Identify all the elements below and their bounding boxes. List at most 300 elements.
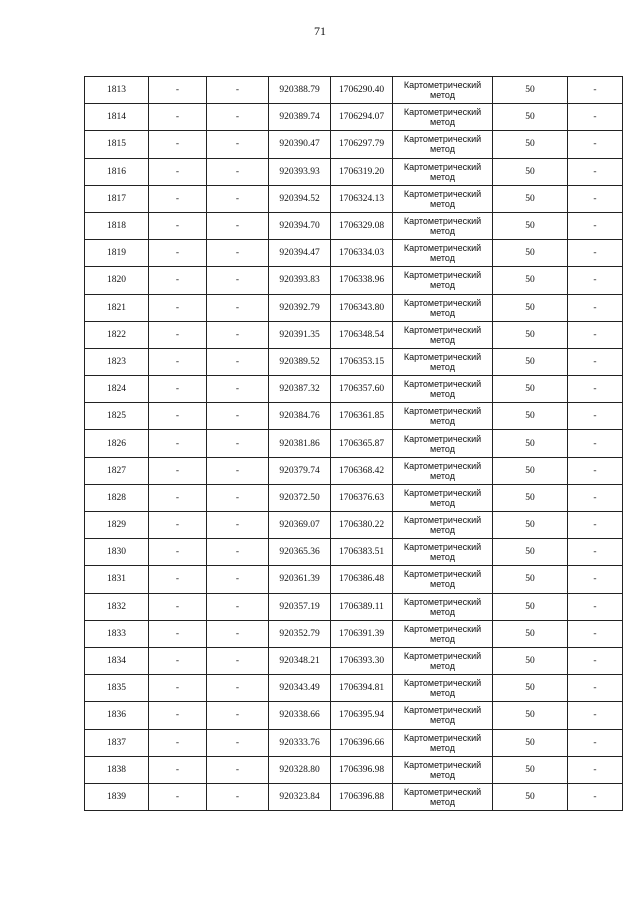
x-coordinate-cell: 920389.74 [269, 104, 331, 131]
empty-marker-cell: - [149, 457, 207, 484]
x-coordinate-cell: 920393.83 [269, 267, 331, 294]
precision-cell: 50 [493, 484, 568, 511]
method-line-1: Картометрический [403, 406, 482, 417]
point-number-cell: 1838 [85, 756, 149, 783]
empty-marker-cell: - [207, 593, 269, 620]
method-line-2: метод [430, 796, 455, 807]
precision-cell: 50 [493, 593, 568, 620]
point-number-cell: 1830 [85, 539, 149, 566]
method-line-1: Картометрический [403, 379, 482, 390]
empty-marker-cell: - [149, 158, 207, 185]
table-row [85, 240, 623, 267]
x-coordinate-cell: 920379.74 [269, 457, 331, 484]
method-line-2: метод [430, 470, 455, 481]
method-line-1: Картометрический [403, 216, 482, 227]
x-coordinate-cell: 920323.84 [269, 783, 331, 810]
table-row [85, 512, 623, 539]
method-line-1: Картометрический [403, 705, 482, 716]
precision-cell: 50 [493, 77, 568, 104]
empty-marker-cell: - [207, 729, 269, 756]
y-coordinate-cell: 1706396.88 [331, 783, 393, 810]
empty-marker-cell: - [149, 240, 207, 267]
method-line-1: Картометрический [403, 134, 482, 145]
x-coordinate-cell: 920328.80 [269, 756, 331, 783]
empty-marker-cell: - [207, 267, 269, 294]
empty-marker-cell: - [149, 729, 207, 756]
precision-cell: 50 [493, 131, 568, 158]
x-coordinate-cell: 920393.93 [269, 158, 331, 185]
precision-cell: 50 [493, 512, 568, 539]
method-line-1: Картометрический [403, 596, 482, 607]
y-coordinate-cell: 1706294.07 [331, 104, 393, 131]
empty-marker-cell: - [207, 675, 269, 702]
empty-marker-cell: - [207, 783, 269, 810]
precision-cell: 50 [493, 729, 568, 756]
method-cell [393, 620, 493, 647]
method-line-1: Картометрический [403, 188, 482, 199]
empty-marker-cell: - [149, 294, 207, 321]
y-coordinate-cell: 1706334.03 [331, 240, 393, 267]
table-row [85, 376, 623, 403]
empty-marker-cell: - [207, 539, 269, 566]
method-line-2: метод [430, 334, 455, 345]
method-line-1: Картометрический [403, 678, 482, 689]
empty-marker-cell: - [568, 647, 623, 674]
precision-cell: 50 [493, 756, 568, 783]
point-number-cell: 1833 [85, 620, 149, 647]
point-number-cell: 1829 [85, 512, 149, 539]
empty-marker-cell: - [207, 756, 269, 783]
x-coordinate-cell: 920372.50 [269, 484, 331, 511]
method-line-1: Картометрический [403, 786, 482, 797]
empty-marker-cell: - [207, 457, 269, 484]
method-line-2: метод [430, 416, 455, 427]
method-line-2: метод [430, 117, 455, 128]
method-cell [393, 240, 493, 267]
empty-marker-cell: - [568, 512, 623, 539]
method-cell [393, 702, 493, 729]
point-number-cell: 1839 [85, 783, 149, 810]
precision-cell: 50 [493, 430, 568, 457]
empty-marker-cell: - [149, 593, 207, 620]
method-cell [393, 593, 493, 620]
point-number-cell: 1831 [85, 566, 149, 593]
method-line-2: метод [430, 307, 455, 318]
empty-marker-cell: - [207, 512, 269, 539]
table-row [85, 158, 623, 185]
method-cell [393, 348, 493, 375]
y-coordinate-cell: 1706353.15 [331, 348, 393, 375]
empty-marker-cell: - [149, 620, 207, 647]
table-row [85, 104, 623, 131]
x-coordinate-cell: 920381.86 [269, 430, 331, 457]
y-coordinate-cell: 1706368.42 [331, 457, 393, 484]
y-coordinate-cell: 1706361.85 [331, 403, 393, 430]
method-line-2: метод [430, 769, 455, 780]
method-cell [393, 294, 493, 321]
table-row [85, 702, 623, 729]
table-row [85, 620, 623, 647]
empty-marker-cell: - [207, 294, 269, 321]
empty-marker-cell: - [568, 212, 623, 239]
point-number-cell: 1832 [85, 593, 149, 620]
empty-marker-cell: - [207, 620, 269, 647]
point-number-cell: 1813 [85, 77, 149, 104]
y-coordinate-cell: 1706297.79 [331, 131, 393, 158]
empty-marker-cell: - [568, 756, 623, 783]
method-line-1: Картометрический [403, 324, 482, 335]
empty-marker-cell: - [568, 539, 623, 566]
method-cell [393, 647, 493, 674]
empty-marker-cell: - [207, 376, 269, 403]
point-number-cell: 1821 [85, 294, 149, 321]
precision-cell: 50 [493, 675, 568, 702]
y-coordinate-cell: 1706393.30 [331, 647, 393, 674]
method-line-2: метод [430, 579, 455, 590]
precision-cell: 50 [493, 376, 568, 403]
empty-marker-cell: - [568, 294, 623, 321]
table-row [85, 539, 623, 566]
y-coordinate-cell: 1706319.20 [331, 158, 393, 185]
precision-cell: 50 [493, 457, 568, 484]
table-row [85, 783, 623, 810]
empty-marker-cell: - [207, 158, 269, 185]
table-row [85, 348, 623, 375]
method-line-2: метод [430, 443, 455, 454]
empty-marker-cell: - [207, 104, 269, 131]
method-line-1: Картометрический [403, 270, 482, 281]
y-coordinate-cell: 1706376.63 [331, 484, 393, 511]
table-row [85, 321, 623, 348]
precision-cell: 50 [493, 212, 568, 239]
y-coordinate-cell: 1706389.11 [331, 593, 393, 620]
y-coordinate-cell: 1706386.48 [331, 566, 393, 593]
method-cell [393, 566, 493, 593]
method-cell [393, 321, 493, 348]
empty-marker-cell: - [568, 430, 623, 457]
method-cell [393, 267, 493, 294]
table-row [85, 185, 623, 212]
table-row [85, 294, 623, 321]
method-cell [393, 539, 493, 566]
empty-marker-cell: - [149, 348, 207, 375]
precision-cell: 50 [493, 158, 568, 185]
x-coordinate-cell: 920391.35 [269, 321, 331, 348]
point-number-cell: 1825 [85, 403, 149, 430]
empty-marker-cell: - [149, 104, 207, 131]
precision-cell: 50 [493, 647, 568, 674]
precision-cell: 50 [493, 783, 568, 810]
empty-marker-cell: - [568, 675, 623, 702]
y-coordinate-cell: 1706338.96 [331, 267, 393, 294]
precision-cell: 50 [493, 294, 568, 321]
x-coordinate-cell: 920357.19 [269, 593, 331, 620]
method-line-2: метод [430, 688, 455, 699]
method-line-1: Картометрический [403, 460, 482, 471]
table-row [85, 457, 623, 484]
point-number-cell: 1818 [85, 212, 149, 239]
y-coordinate-cell: 1706394.81 [331, 675, 393, 702]
method-line-2: метод [430, 253, 455, 264]
method-line-2: метод [430, 226, 455, 237]
table-row [85, 77, 623, 104]
empty-marker-cell: - [207, 321, 269, 348]
method-cell [393, 158, 493, 185]
method-line-2: метод [430, 497, 455, 508]
point-number-cell: 1827 [85, 457, 149, 484]
precision-cell: 50 [493, 566, 568, 593]
empty-marker-cell: - [568, 348, 623, 375]
table-row [85, 729, 623, 756]
method-line-2: метод [430, 606, 455, 617]
point-number-cell: 1815 [85, 131, 149, 158]
method-line-2: метод [430, 742, 455, 753]
x-coordinate-cell: 920352.79 [269, 620, 331, 647]
method-line-2: метод [430, 661, 455, 672]
empty-marker-cell: - [149, 321, 207, 348]
empty-marker-cell: - [207, 212, 269, 239]
method-line-1: Картометрический [403, 623, 482, 634]
method-line-1: Картометрический [403, 759, 482, 770]
empty-marker-cell: - [568, 240, 623, 267]
method-cell [393, 376, 493, 403]
empty-marker-cell: - [149, 267, 207, 294]
empty-marker-cell: - [207, 702, 269, 729]
x-coordinate-cell: 920392.79 [269, 294, 331, 321]
method-cell [393, 457, 493, 484]
point-number-cell: 1816 [85, 158, 149, 185]
empty-marker-cell: - [149, 212, 207, 239]
x-coordinate-cell: 920369.07 [269, 512, 331, 539]
x-coordinate-cell: 920365.36 [269, 539, 331, 566]
method-line-2: метод [430, 715, 455, 726]
x-coordinate-cell: 920338.66 [269, 702, 331, 729]
method-line-2: метод [430, 144, 455, 155]
empty-marker-cell: - [568, 321, 623, 348]
point-number-cell: 1837 [85, 729, 149, 756]
point-number-cell: 1820 [85, 267, 149, 294]
table-row [85, 212, 623, 239]
empty-marker-cell: - [149, 484, 207, 511]
method-line-2: метод [430, 389, 455, 400]
point-number-cell: 1834 [85, 647, 149, 674]
method-cell [393, 185, 493, 212]
precision-cell: 50 [493, 321, 568, 348]
empty-marker-cell: - [568, 566, 623, 593]
empty-marker-cell: - [207, 484, 269, 511]
empty-marker-cell: - [207, 185, 269, 212]
empty-marker-cell: - [568, 185, 623, 212]
table-row [85, 593, 623, 620]
precision-cell: 50 [493, 348, 568, 375]
y-coordinate-cell: 1706380.22 [331, 512, 393, 539]
x-coordinate-cell: 920394.52 [269, 185, 331, 212]
table-body [85, 77, 623, 811]
empty-marker-cell: - [207, 77, 269, 104]
empty-marker-cell: - [149, 702, 207, 729]
method-cell [393, 131, 493, 158]
table-row [85, 675, 623, 702]
table-row [85, 131, 623, 158]
empty-marker-cell: - [149, 430, 207, 457]
y-coordinate-cell: 1706290.40 [331, 77, 393, 104]
x-coordinate-cell: 920394.70 [269, 212, 331, 239]
method-line-1: Картометрический [403, 487, 482, 498]
precision-cell: 50 [493, 702, 568, 729]
empty-marker-cell: - [568, 702, 623, 729]
y-coordinate-cell: 1706396.66 [331, 729, 393, 756]
empty-marker-cell: - [568, 158, 623, 185]
empty-marker-cell: - [568, 620, 623, 647]
empty-marker-cell: - [149, 376, 207, 403]
precision-cell: 50 [493, 403, 568, 430]
method-cell [393, 675, 493, 702]
precision-cell: 50 [493, 104, 568, 131]
method-line-1: Картометрический [403, 243, 482, 254]
empty-marker-cell: - [568, 77, 623, 104]
y-coordinate-cell: 1706348.54 [331, 321, 393, 348]
method-cell [393, 403, 493, 430]
table-row [85, 267, 623, 294]
point-number-cell: 1828 [85, 484, 149, 511]
y-coordinate-cell: 1706329.08 [331, 212, 393, 239]
method-cell [393, 512, 493, 539]
point-number-cell: 1814 [85, 104, 149, 131]
y-coordinate-cell: 1706357.60 [331, 376, 393, 403]
method-cell [393, 729, 493, 756]
method-line-1: Картометрический [403, 515, 482, 526]
method-line-1: Картометрический [403, 433, 482, 444]
y-coordinate-cell: 1706396.98 [331, 756, 393, 783]
method-cell [393, 484, 493, 511]
method-line-2: метод [430, 171, 455, 182]
point-number-cell: 1824 [85, 376, 149, 403]
empty-marker-cell: - [568, 376, 623, 403]
empty-marker-cell: - [568, 783, 623, 810]
empty-marker-cell: - [207, 348, 269, 375]
method-line-1: Картометрический [403, 542, 482, 553]
y-coordinate-cell: 1706383.51 [331, 539, 393, 566]
empty-marker-cell: - [207, 566, 269, 593]
x-coordinate-cell: 920390.47 [269, 131, 331, 158]
x-coordinate-cell: 920361.39 [269, 566, 331, 593]
method-line-2: метод [430, 280, 455, 291]
method-line-2: метод [430, 552, 455, 563]
method-cell [393, 77, 493, 104]
method-line-1: Картометрический [403, 569, 482, 580]
y-coordinate-cell: 1706343.80 [331, 294, 393, 321]
method-line-1: Картометрический [403, 351, 482, 362]
y-coordinate-cell: 1706391.39 [331, 620, 393, 647]
method-line-2: метод [430, 90, 455, 101]
empty-marker-cell: - [149, 512, 207, 539]
x-coordinate-cell: 920389.52 [269, 348, 331, 375]
empty-marker-cell: - [207, 131, 269, 158]
empty-marker-cell: - [149, 77, 207, 104]
precision-cell: 50 [493, 539, 568, 566]
precision-cell: 50 [493, 620, 568, 647]
table-row [85, 484, 623, 511]
y-coordinate-cell: 1706395.94 [331, 702, 393, 729]
method-cell [393, 104, 493, 131]
empty-marker-cell: - [568, 593, 623, 620]
page-number: 71 [314, 24, 326, 38]
method-line-1: Картометрический [403, 651, 482, 662]
point-number-cell: 1836 [85, 702, 149, 729]
empty-marker-cell: - [149, 756, 207, 783]
table-row [85, 430, 623, 457]
method-cell [393, 783, 493, 810]
empty-marker-cell: - [207, 430, 269, 457]
empty-marker-cell: - [568, 104, 623, 131]
empty-marker-cell: - [207, 647, 269, 674]
method-cell [393, 430, 493, 457]
point-number-cell: 1819 [85, 240, 149, 267]
point-number-cell: 1822 [85, 321, 149, 348]
method-line-1: Картометрический [403, 107, 482, 118]
empty-marker-cell: - [568, 484, 623, 511]
table-row [85, 403, 623, 430]
point-number-cell: 1817 [85, 185, 149, 212]
method-line-1: Картометрический [403, 732, 482, 743]
method-line-2: метод [430, 633, 455, 644]
empty-marker-cell: - [568, 131, 623, 158]
empty-marker-cell: - [568, 457, 623, 484]
empty-marker-cell: - [568, 729, 623, 756]
empty-marker-cell: - [149, 675, 207, 702]
method-cell [393, 212, 493, 239]
empty-marker-cell: - [149, 131, 207, 158]
point-number-cell: 1835 [85, 675, 149, 702]
precision-cell: 50 [493, 267, 568, 294]
point-number-cell: 1826 [85, 430, 149, 457]
y-coordinate-cell: 1706324.13 [331, 185, 393, 212]
x-coordinate-cell: 920343.49 [269, 675, 331, 702]
empty-marker-cell: - [149, 783, 207, 810]
coordinates-table [84, 76, 623, 811]
x-coordinate-cell: 920384.76 [269, 403, 331, 430]
x-coordinate-cell: 920333.76 [269, 729, 331, 756]
precision-cell: 50 [493, 185, 568, 212]
precision-cell: 50 [493, 240, 568, 267]
empty-marker-cell: - [568, 267, 623, 294]
x-coordinate-cell: 920394.47 [269, 240, 331, 267]
empty-marker-cell: - [149, 539, 207, 566]
method-line-1: Картометрический [403, 161, 482, 172]
empty-marker-cell: - [149, 185, 207, 212]
method-line-2: метод [430, 198, 455, 209]
empty-marker-cell: - [149, 647, 207, 674]
x-coordinate-cell: 920348.21 [269, 647, 331, 674]
y-coordinate-cell: 1706365.87 [331, 430, 393, 457]
empty-marker-cell: - [207, 240, 269, 267]
method-line-2: метод [430, 525, 455, 536]
table-row [85, 647, 623, 674]
table-row [85, 566, 623, 593]
method-line-1: Картометрический [403, 80, 482, 91]
method-cell [393, 756, 493, 783]
method-line-2: метод [430, 361, 455, 372]
method-line-1: Картометрический [403, 297, 482, 308]
empty-marker-cell: - [149, 403, 207, 430]
x-coordinate-cell: 920387.32 [269, 376, 331, 403]
point-number-cell: 1823 [85, 348, 149, 375]
table-row [85, 756, 623, 783]
empty-marker-cell: - [568, 403, 623, 430]
empty-marker-cell: - [149, 566, 207, 593]
empty-marker-cell: - [207, 403, 269, 430]
x-coordinate-cell: 920388.79 [269, 77, 331, 104]
